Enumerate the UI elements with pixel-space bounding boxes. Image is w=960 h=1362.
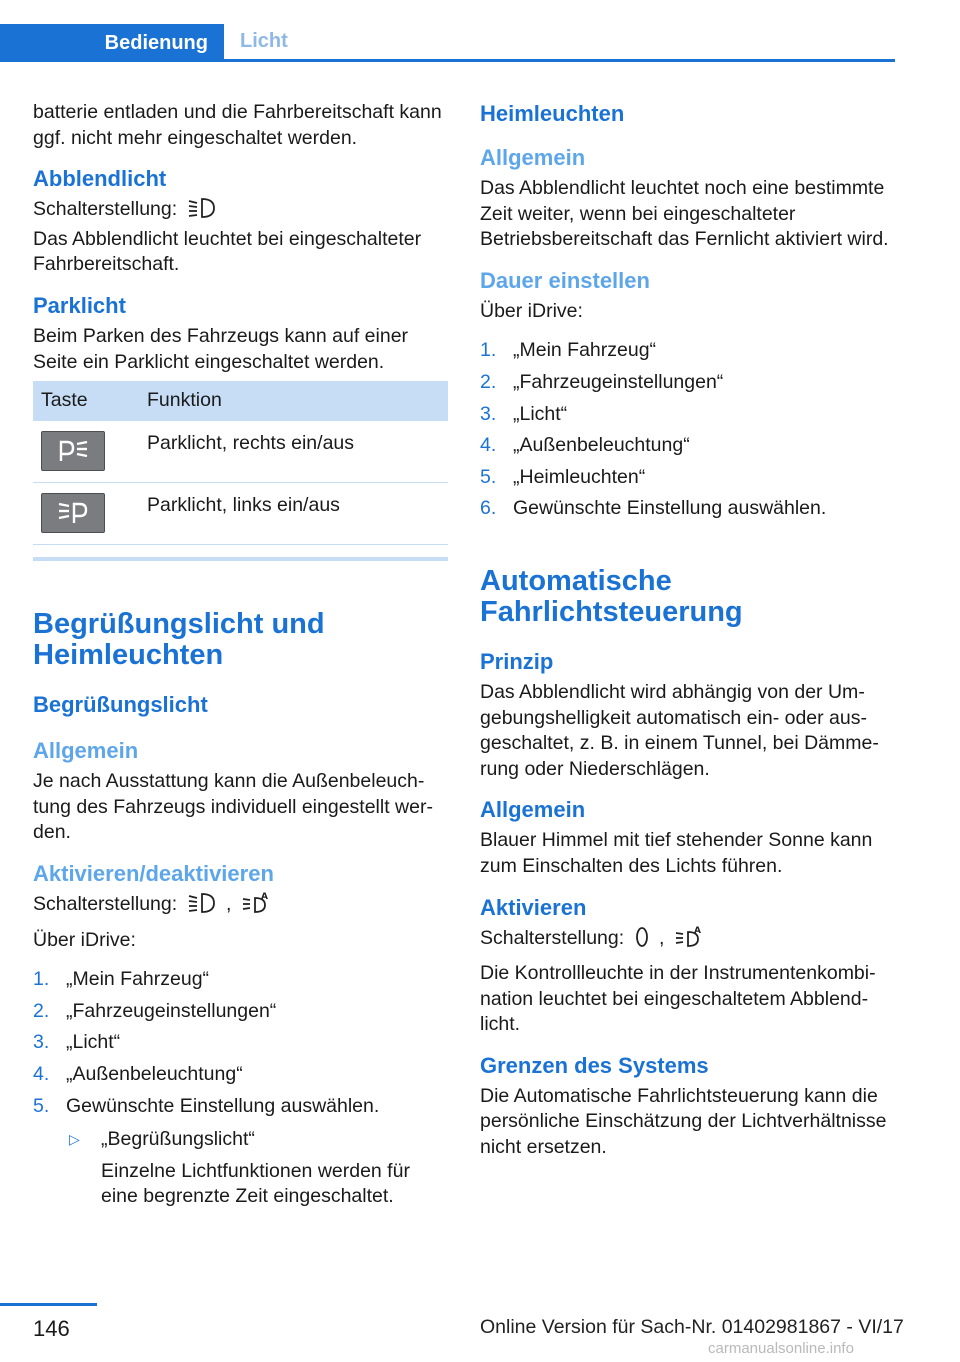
header-rule: [0, 59, 895, 62]
key-table: [33, 381, 448, 545]
subheading-aktivieren-deaktivieren: Aktivieren/deaktivieren: [33, 860, 274, 886]
schalter-label: Schalterstellung:: [33, 892, 178, 915]
list-item: 2. „Fahrzeugeinstellungen“: [33, 999, 277, 1022]
aktivieren-paragraph: Die Kontrollleuchte in der Instrumentenkombination leuchtet bei eingeschaltetem Abblendlicht.: [480, 962, 876, 1036]
intro-paragraph: batterie entladen und die Fahrbereitschaft kann ggf. nicht mehr eingeschaltet werden.: [33, 101, 442, 149]
footer-rule: [0, 1303, 97, 1306]
online-version-note: Online Version für Sach-Nr. 01402981867 - VI/17: [480, 1316, 904, 1338]
parklicht-paragraph: Beim Parken des Fahrzeugs kann auf einer Seite ein Parklicht eingeschaltet werden.: [33, 324, 409, 373]
low-beam-icon: [187, 197, 217, 227]
heading-heimleuchten: Heimleuchten: [480, 101, 625, 126]
left-column: [33, 100, 448, 1224]
schalter-line: [33, 892, 448, 922]
subheading-allgemein: Allgemein: [33, 738, 139, 764]
ueber-idrive: Über iDrive:: [33, 928, 136, 951]
right-column: [480, 100, 895, 1175]
heading-aktivieren: Aktivieren: [480, 894, 587, 920]
list-item: 3. „Licht“: [480, 402, 568, 425]
subheading-allgemein: Allgemein: [480, 145, 586, 170]
heim-allgemein-paragraph: Das Abblendlicht leuchtet noch eine bestimmte Zeit weiter, wenn bei eingeschalteter Betriebsbereitschaft das Fernlicht aktiviert wird.: [480, 177, 889, 251]
heading-allgemein: Allgemein: [480, 797, 586, 823]
sub-item-title: „Begrüßungslicht“: [101, 1128, 255, 1151]
tab-licht[interactable]: Licht: [240, 30, 288, 52]
schalter-label: Schalterstellung:: [480, 926, 625, 949]
subheading-dauer-einstellen: Dauer einstellen: [480, 267, 650, 293]
prinzip-paragraph: Das Abblendlicht wird abhängig von der Umgebungshelligkeit automatisch ein- oder ausgeschaltet, z. B. in einem Tunnel, bei Dämmerung oder Niederschlägen.: [480, 680, 879, 780]
schalter-label: Schalterstellung:: [33, 198, 178, 221]
auto-headlight-icon: [674, 926, 704, 956]
auto-headlight-icon: [241, 892, 271, 922]
schalter-line: [33, 197, 448, 227]
parking-light-left-icon: [55, 501, 91, 525]
table-end-rule: [33, 557, 448, 561]
heading-grenzen: Grenzen des Systems: [480, 1052, 709, 1078]
svg-text:A: A: [260, 891, 268, 902]
list-item: 5. „Heimleuchten“: [480, 465, 646, 488]
comma-separator: ,: [226, 892, 232, 915]
table-cell-funktion: Parklicht, links ein/aus: [139, 483, 448, 545]
table-cell-funktion: Parklicht, rechts ein/aus: [139, 421, 448, 483]
list-item: 3. „Licht“: [33, 1031, 121, 1054]
schalter-line: [480, 926, 895, 956]
heading-automatische-fahrlichtsteuerung: Automatische Fahrlichtsteuerung: [480, 564, 743, 628]
list-item: 5. Gewünschte Einstellung auswählen. ▷ „Begrüßungslicht“ Einzelne Lichtfunktionen werden für eine begrenzte Zeit eingeschaltet.: [33, 1094, 448, 1210]
svg-text:A: A: [693, 925, 701, 936]
heading-begruessung-heimleuchten: Begrüßungslicht und Heimleuchten: [33, 608, 325, 672]
header-bar: [0, 24, 895, 62]
table-row: [33, 483, 448, 545]
list-item: 4. „Außenbeleuchtung“: [480, 434, 690, 457]
grenzen-paragraph: Die Automatische Fahrlichtsteuerung kann die persönliche Einschätzung der Lichtverhältnisse nicht ersetzen.: [480, 1084, 887, 1159]
allgemein2-paragraph: Blauer Himmel mit tief stehender Sonne kann zum Einschalten des Lichts führen.: [480, 829, 873, 877]
list-item: 4. „Außenbeleuchtung“: [33, 1062, 243, 1085]
table-row: [33, 421, 448, 483]
list-item: 2. „Fahrzeugeinstellungen“: [480, 370, 724, 393]
parking-light-right-button[interactable]: [41, 431, 105, 471]
abblend-paragraph: Das Abblendlicht leuchtet bei eingeschalteter Fahrbereitschaft.: [33, 227, 422, 276]
list-item: 1. „Mein Fahrzeug“: [480, 339, 657, 362]
page-number: 146: [33, 1316, 70, 1341]
tab-bedienung[interactable]: Bedienung: [0, 24, 224, 62]
steps-list: [480, 338, 895, 522]
watermark: carmanualsonline.info: [708, 1340, 854, 1357]
heading-begruessungslicht: Begrüßungslicht: [33, 692, 208, 718]
table-header-taste: Taste: [33, 381, 139, 421]
sub-item-text: Einzelne Lichtfunktionen werden für eine begrenzte Zeit eingeschaltet.: [101, 1159, 410, 1208]
light-off-icon: [634, 926, 650, 956]
heading-prinzip: Prinzip: [480, 648, 554, 674]
steps-list: [33, 967, 448, 1210]
heading-parklicht: Parklicht: [33, 292, 126, 318]
list-item: 1. „Mein Fahrzeug“: [33, 968, 210, 991]
parking-light-right-icon: [55, 439, 91, 463]
table-header-funktion: Funktion: [139, 381, 448, 421]
low-beam-icon: [187, 892, 217, 922]
allgemein-paragraph: Je nach Ausstattung kann die Außenbeleuchtung des Fahrzeugs individuell eingestellt werden.: [33, 770, 433, 844]
comma-separator: ,: [659, 926, 665, 949]
ueber-idrive: Über iDrive:: [480, 299, 583, 322]
list-item: 6. Gewünschte Einstellung auswählen.: [480, 497, 827, 520]
triangle-bullet-icon: ▷: [69, 1131, 80, 1148]
heading-abblendlicht: Abblendlicht: [33, 166, 167, 192]
parking-light-left-button[interactable]: [41, 493, 105, 533]
sub-item: [33, 1127, 448, 1210]
